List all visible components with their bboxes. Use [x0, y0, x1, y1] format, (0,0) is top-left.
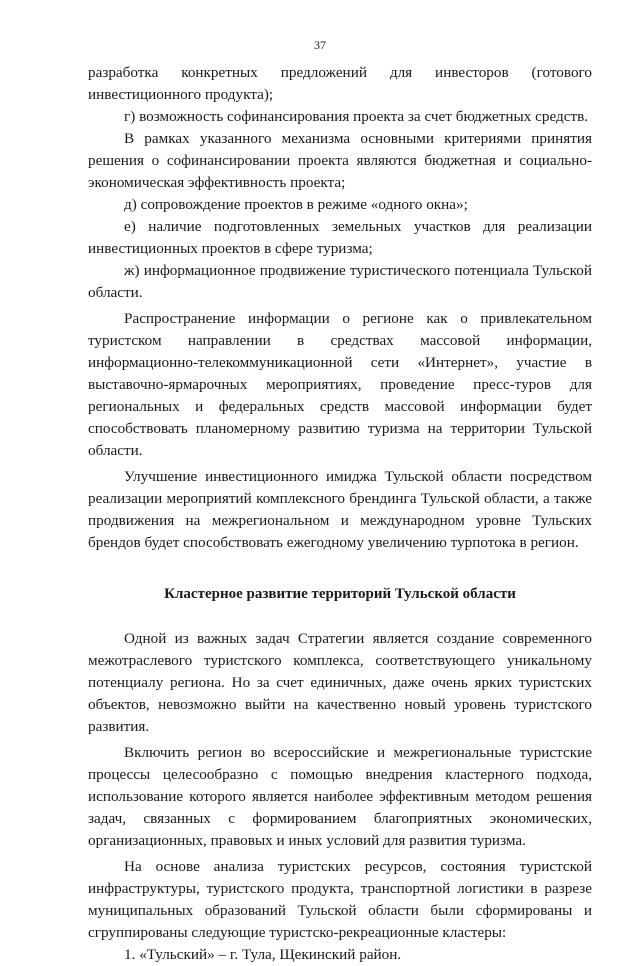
paragraph-one-window: д) сопровождение проектов в режиме «одного окна»; [124, 196, 468, 213]
paragraph-land-plots: е) наличие подготовленных земельных участков для реализации инвестиционных проектов в сфере туризма; [88, 218, 592, 257]
paragraphs-bottom [88, 628, 592, 966]
paragraph-cluster-approach: Включить регион во всероссийские и межрегиональные туристские процессы целесообразно с помощью внедрения кластерного подхода, использование которого является наиболее эффективным методом решения задач, связанных с формированием благоприятных экономических, организационных, правовых и иных условий для развития туризма. [88, 744, 592, 849]
list-item-cluster-tula: 1. «Тульский» – г. Тула, Щекинский район. [124, 946, 402, 963]
page-number: 37 [314, 38, 326, 52]
paragraph-cofinancing-criteria: В рамках указанного механизма основными критериями принятия решения о софинансировании проекта являются бюджетная и социально-экономическая эффективность проекта; [88, 130, 592, 191]
paragraphs-top [88, 62, 592, 554]
paragraph-media-distribution: Распространение информации о регионе как о привлекательном туристском направлении в средствах массовой информации, информационно-телекоммуникационной сети «Интернет», участие в выставочно-ярмарочных мероприятиях, проведение пресс-туров для региональных и федеральных средств массовой информации будет способствовать планомерному развитию туризма на территории Тульской области. [88, 310, 592, 459]
section-heading: Кластерное развитие территорий Тульской области [164, 586, 516, 602]
paragraph-investment-image: Улучшение инвестиционного имиджа Тульской области посредством реализации мероприятий комплексного брендинга Тульской области, а также продвижения на межрегиональном и международном уровне Тульских брендов будет способствовать ежегодному увеличению турпотока в регион. [88, 468, 592, 551]
paragraph-clusters-formed: На основе анализа туристских ресурсов, состояния туристской инфраструктуры, туристского продукта, транспортной логистики в разрезе муниципальных образований Тульской области были сформированы и сгруппированы следующие туристско-рекреационные кластеры: [88, 858, 592, 941]
document-body [88, 62, 592, 966]
paragraph-strategy-task: Одной из важных задач Стратегии является создание современного межотраслевого туристского комплекса, соответствующего уникальному потенциалу региона. Но за счет единичных, даже очень ярких туристских объектов, невозможно выйти на качественно новый уровень туристского развития. [88, 630, 592, 735]
paragraph-cofinancing: г) возможность софинансирования проекта за счет бюджетных средств. [124, 108, 589, 125]
paragraph-info-promotion: ж) информационное продвижение туристического потенциала Тульской области. [88, 262, 592, 301]
paragraph-investment-proposals: разработка конкретных предложений для инвесторов (готового инвестиционного продукта); [88, 64, 592, 103]
